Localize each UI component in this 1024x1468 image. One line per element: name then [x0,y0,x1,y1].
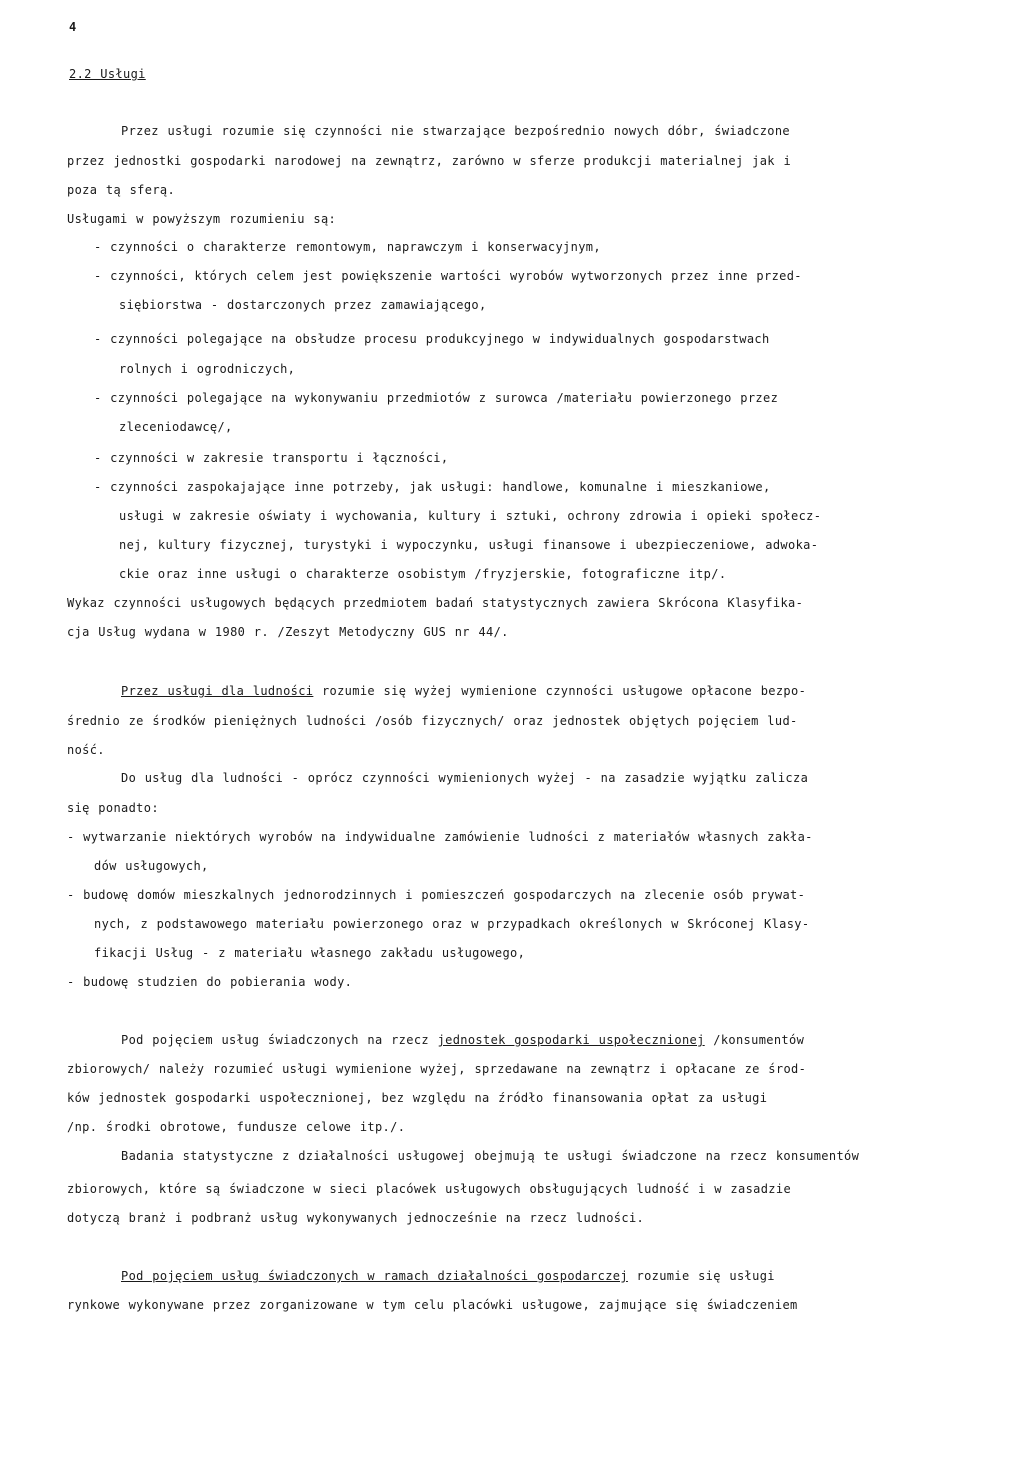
text-line: ków jednostek gospodarki uspołecznionej, bez względu na źródło finansowania opłat za usługi [67,1091,768,1105]
text-line: Badania statystyczne z działalności usługowej obejmują te usługi świadczone na rzecz konsumentów [121,1149,860,1163]
text-line: średnio ze środków pieniężnych ludności /osób fizycznych/ oraz jednostek objętych pojęciem lud- [67,714,798,728]
text-span: rozumie się wyżej wymienione czynności usługowe opłacone bezpo- [313,684,807,698]
section-title: 2.2 Usługi [69,67,146,81]
text-line: fikacji Usług - z materiału własnego zakładu usługowego, [94,946,526,960]
text-line: zbiorowych, które są świadczone w sieci placówek usługowych obsługujących ludność i w zasadzie [67,1182,792,1196]
text-line: - czynności polegające na obsłudze procesu produkcyjnego w indywidualnych gospodarstwach [94,332,770,346]
text-line: Do usług dla ludności - oprócz czynności wymienionych wyżej - na zasadzie wyjątku zalicza [121,771,809,785]
text-line: siębiorstwa - dostarczonych przez zamawiającego, [119,298,487,312]
text-line: cja Usług wydana w 1980 r. /Zeszyt Metodyczny GUS nr 44/. [67,625,509,639]
text-line: Usługami w powyższym rozumieniu są: [67,212,337,226]
text-line: - czynności polegające na wykonywaniu przedmiotów z surowca /materiału powierzonego przez [94,391,779,405]
page-number: 4 [69,20,77,34]
text-line: ność. [67,743,105,757]
text-span: /konsumentów [704,1033,805,1047]
text-line: nej, kultury fizycznej, turystyki i wypoczynku, usługi finansowe i ubezpieczeniowe, adwoka- [119,538,819,552]
text-line: ckie oraz inne usługi o charakterze osobistym /fryzjerskie, fotograficzne itp/. [119,567,727,581]
text-line: - wytwarzanie niektórych wyrobów na indywidualne zamówienie ludności z materiałów własnych zakła- [67,830,813,844]
text-line [121,1268,775,1284]
text-line [121,1032,804,1048]
text-line: rynkowe wykonywane przez zorganizowane w tym celu placówki usługowe, zajmujące się świadczeniem [67,1298,798,1312]
text-line: usługi w zakresie oświaty i wychowania, kultury i sztuki, ochrony zdrowia i opieki społecz- [119,509,822,523]
text-line [121,683,806,699]
text-line: - czynności, których celem jest powiększenie wartości wyrobów wytworzonych przez inne przed- [94,269,802,283]
text-line: - czynności w zakresie transportu i łączności, [94,451,449,465]
text-line: - czynności o charakterze remontowym, naprawczym i konserwacyjnym, [94,240,601,254]
text-line: - czynności zaspokajające inne potrzeby, jak usługi: handlowe, komunalne i mieszkaniowe, [94,480,771,494]
defined-term: jednostek gospodarki uspołecznionej [437,1033,705,1047]
text-line: - budowę domów mieszkalnych jednorodzinnych i pomieszczeń gospodarczych na zlecenie osób prywat- [67,888,806,902]
defined-term: Przez usługi dla ludności [121,684,314,698]
text-span: Pod pojęciem usług świadczonych na rzecz [121,1033,438,1047]
defined-term: Pod pojęciem usług świadczonych w ramach działalności gospodarczej [121,1269,628,1283]
text-line: zbiorowych/ należy rozumieć usługi wymienione wyżej, sprzedawane na zewnątrz i opłacane ze środ- [67,1062,807,1076]
text-line: /np. środki obrotowe, fundusze celowe itp./. [67,1120,406,1134]
text-span: rozumie się usługi [627,1269,775,1283]
text-line: nych, z podstawowego materiału powierzonego oraz w przypadkach określonych w Skróconej Klasy- [94,917,810,931]
text-line: dów usługowych, [94,859,209,873]
text-line: - budowę studzien do pobierania wody. [67,975,353,989]
text-line: zleceniodawcę/, [119,420,233,434]
text-line: się ponadto: [67,801,159,815]
text-line: poza tą sferą. [67,183,176,197]
text-line: Wykaz czynności usługowych będących przedmiotem badań statystycznych zawiera Skrócona Klasyfika- [67,596,804,610]
text-line: Przez usługi rozumie się czynności nie stwarzające bezpośrednio nowych dóbr, świadczone [121,124,790,138]
text-line: dotyczą branż i podbranż usług wykonywanych jednocześnie na rzecz ludności. [67,1211,645,1225]
text-line: przez jednostki gospodarki narodowej na zewnątrz, zarówno w sferze produkcji materialnej jak i [67,154,792,168]
text-line: rolnych i ogrodniczych, [119,362,296,376]
